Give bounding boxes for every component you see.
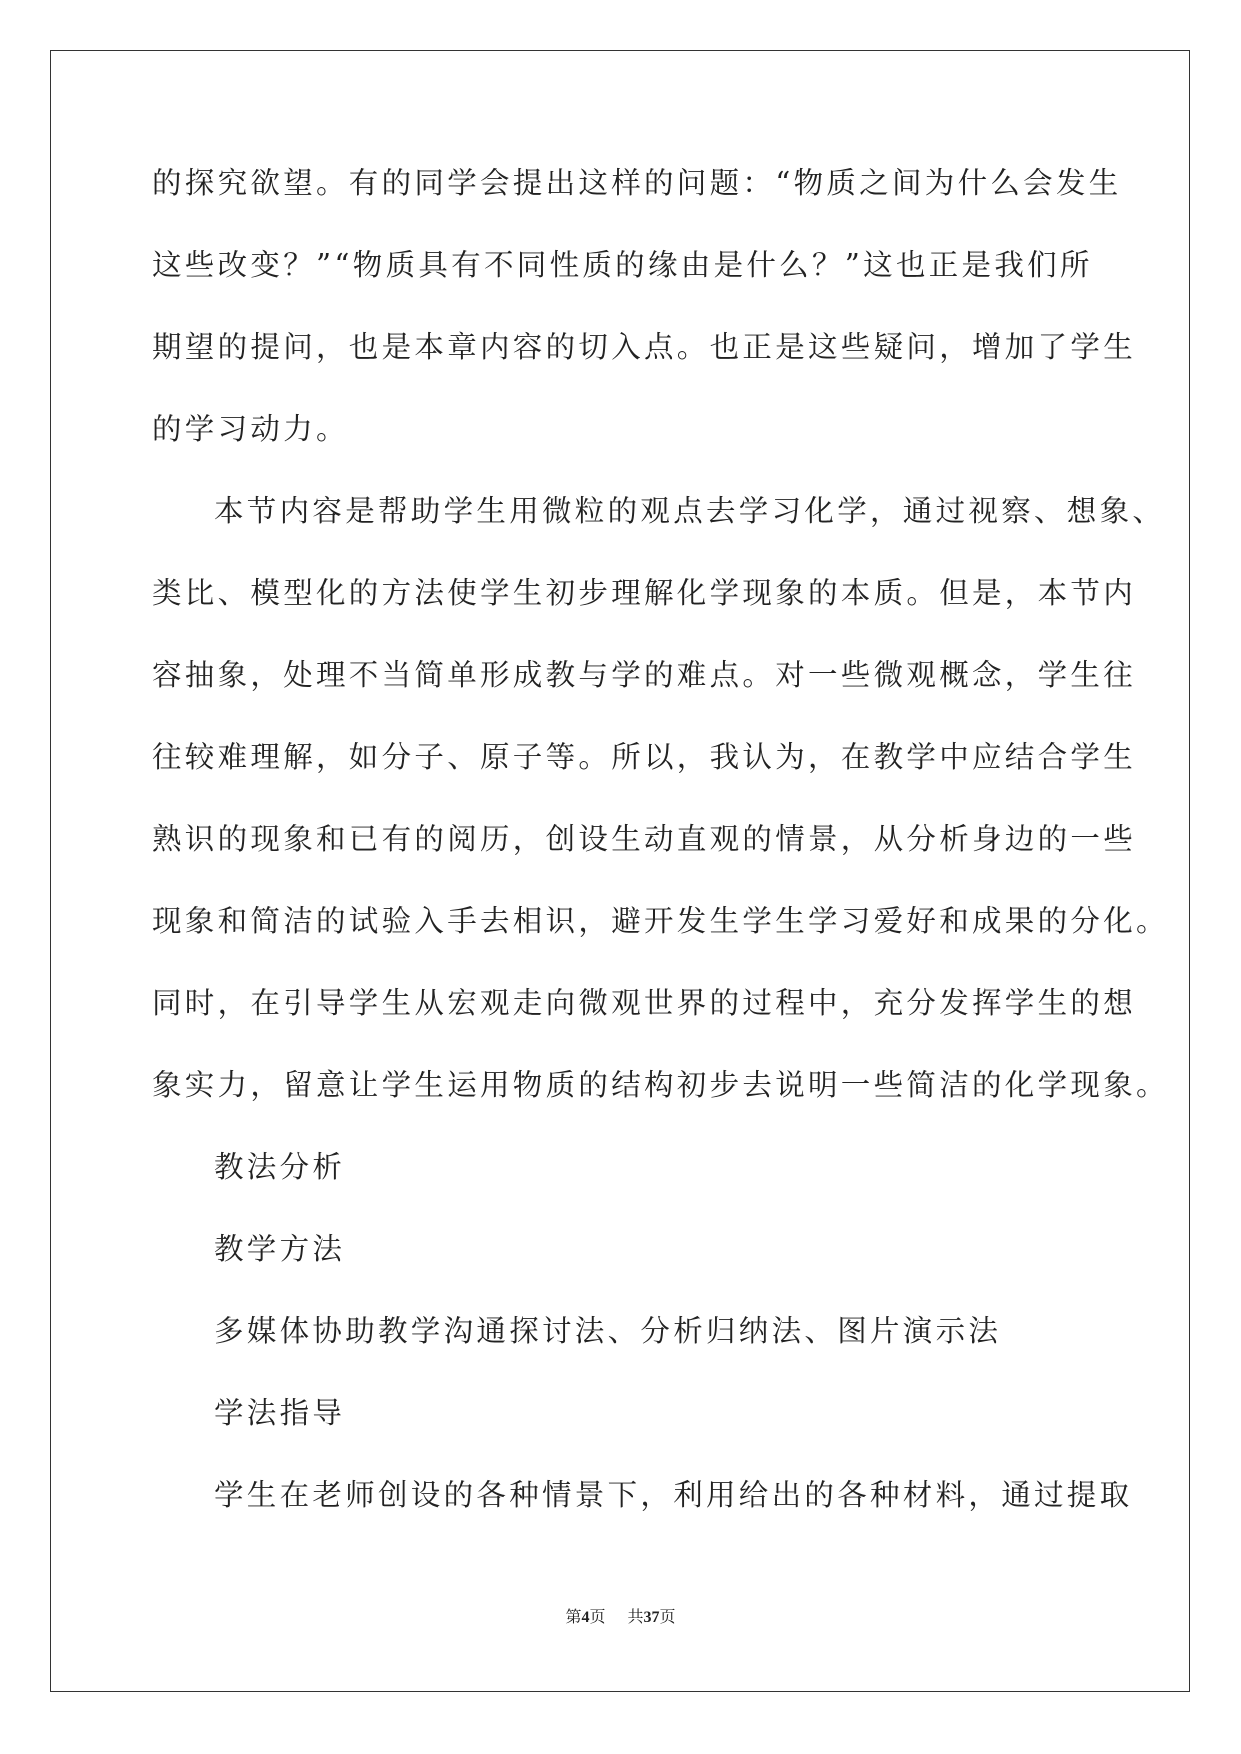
page-footer	[0, 1604, 1241, 1627]
text-line: 类比、模型化的方法使学生初步理解化学现象的本质。但是，本节内	[152, 576, 1137, 610]
page-number: 4	[581, 1609, 590, 1626]
page-border	[50, 50, 1190, 1692]
text-line: 的探究欲望。有的同学会提出这样的问题：“物质之间为什么会发生	[152, 166, 1122, 200]
text-line: 现象和简洁的试验入手去相识，避开发生学生学习爱好和成果的分化。	[152, 904, 1169, 938]
text-line: 这些改变？”“物质具有不同性质的缘由是什么？”这也正是我们所	[152, 248, 1093, 282]
total-prefix: 共	[627, 1609, 644, 1626]
text-line: 期望的提问，也是本章内容的切入点。也正是这些疑问，增加了学生	[152, 330, 1137, 364]
text-line: 的学习动力。	[152, 412, 349, 446]
text-line: 容抽象，处理不当简单形成教与学的难点。对一些微观概念，学生往	[152, 658, 1137, 692]
total-suffix: 页	[659, 1609, 676, 1626]
paragraph-first-line: 本节内容是帮助学生用微粒的观点去学习化学，通过视察、想象、	[214, 494, 1166, 528]
paragraph-first-line: 学生在老师创设的各种情景下，利用给出的各种材料，通过提取	[214, 1478, 1133, 1512]
text-line: 同时，在引导学生从宏观走向微观世界的过程中，充分发挥学生的想	[152, 986, 1137, 1020]
text-line: 象实力，留意让学生运用物质的结构初步去说明一些简洁的化学现象。	[152, 1068, 1169, 1102]
paragraph-line: 多媒体协助教学沟通探讨法、分析归纳法、图片演示法	[214, 1314, 1002, 1348]
text-line: 熟识的现象和已有的阅历，创设生动直观的情景，从分析身边的一些	[152, 822, 1137, 856]
page-suffix: 页	[589, 1609, 606, 1626]
section-heading: 教学方法	[214, 1232, 346, 1266]
page-prefix: 第	[565, 1609, 582, 1626]
section-heading: 学法指导	[214, 1396, 346, 1430]
section-heading: 教法分析	[214, 1150, 346, 1184]
total-pages: 37	[643, 1609, 660, 1626]
text-line: 往较难理解，如分子、原子等。所以，我认为，在教学中应结合学生	[152, 740, 1137, 774]
